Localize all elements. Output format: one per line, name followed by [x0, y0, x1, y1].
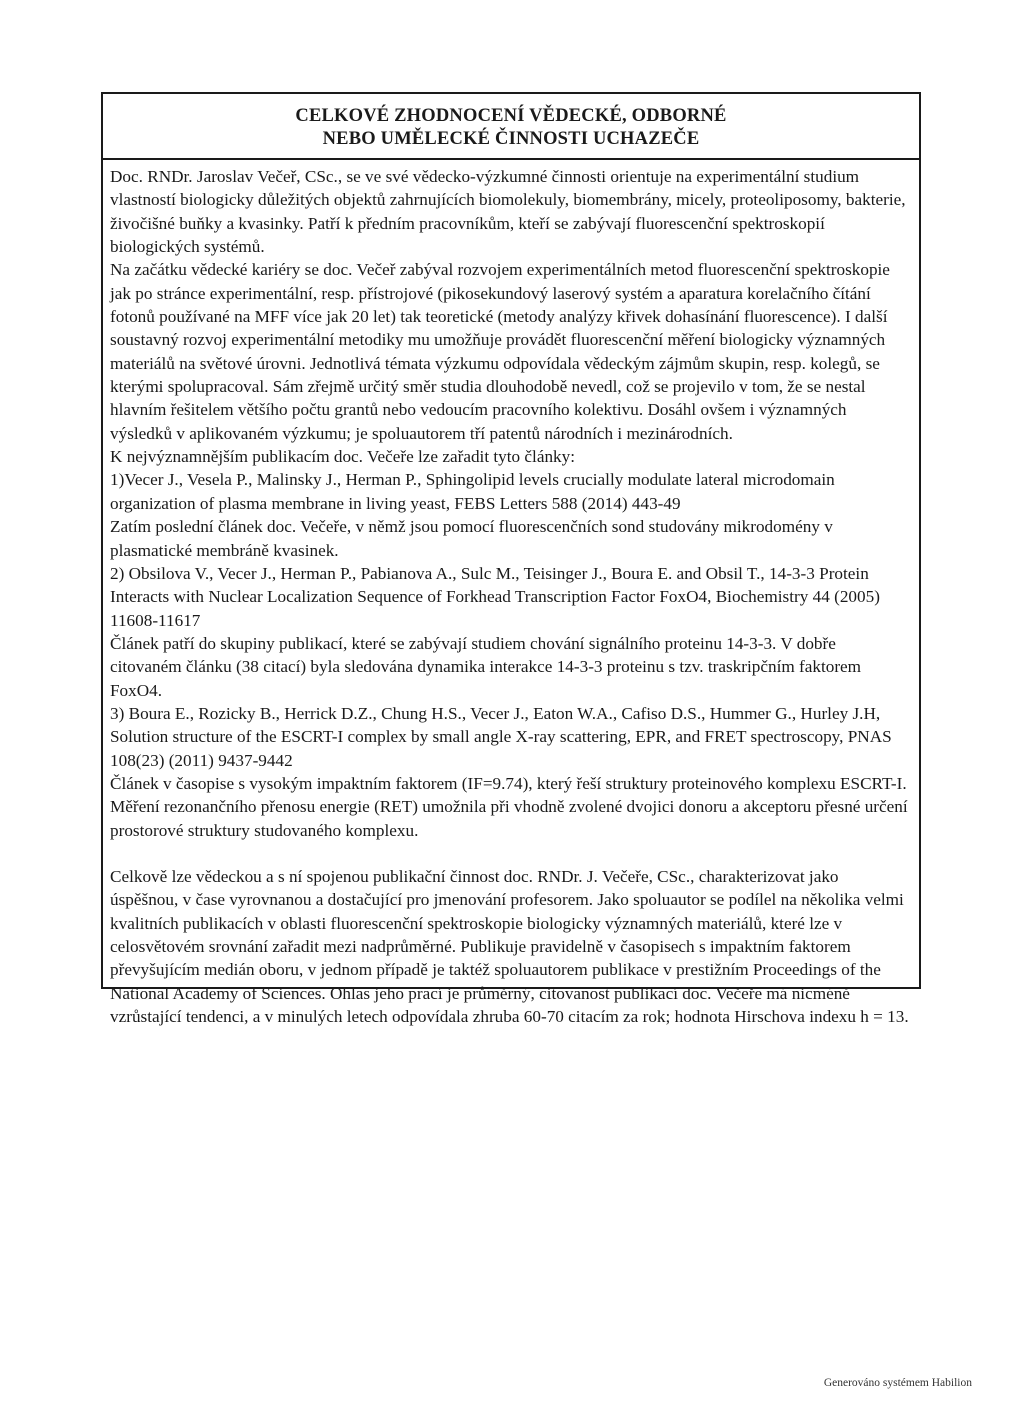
generated-by-footer: Generováno systémem Habilion	[823, 1377, 972, 1389]
publication-2: 2) Obsilova V., Vecer J., Herman P., Pabianova A., Sulc M., Teisinger J., Boura E. and Obsil T., 14-3-3 Protein Interacts with Nuclear Localization Sequence of Forkhead Transcription Factor FoxO4, Biochemistry 44 (2005) 11608-11617	[110, 563, 880, 630]
publication-2-comment: Článek patří do skupiny publikací, které se zabývají studiem chování signálního proteinu 14-3-3. V dobře citovaném článku (38 citací) byla sledována dynamika interakce 14-3-3 proteinu s tzv. traskripčním faktorem FoxO4.	[110, 633, 862, 700]
paragraph-publications-intro: K nejvýznamnějším publikacím doc. Večeře lze zařadit tyto články:	[110, 447, 576, 467]
paragraph-gap	[110, 842, 911, 865]
section-heading	[103, 94, 919, 160]
paragraph-career: Na začátku vědecké kariéry se doc. Večeř zabýval rozvojem experimentálních metod fluorescenční spektroskopie jak po stránce experimentální, resp. přístrojové (pikosekundový laserový systém a aparatura korelačního čítání fotonů používané na MFF více jak 20 let) tak teoretické (metody analýzy křivek dohasínání fluorescence). I další soustavný rozvoj experimentální metodiky mu umožňuje provádět fluorescenční měření biologicky významných materiálů na světové úrovni. Jednotlivá témata výzkumu odpovídala vědeckým zájmům skupin, resp. kolegů, se kterými spolupracoval. Sám zřejmě určitý směr studia dlouhodobě nevedl, což se projevilo v tom, že se nestal hlavním řešitelem většího počtu grantů nebo vedoucím pracovního kolektivu. Dosáhl ovšem i významných výsledků v aplikovaném výzkumu; je spoluautorem tří patentů národních i mezinárodních.	[110, 260, 890, 443]
publication-3: 3) Boura E., Rozicky B., Herrick D.Z., Chung H.S., Vecer J., Eaton W.A., Cafiso D.S., Hummer G., Hurley J.H, Solution structure of the ESCRT-I complex by small angle X-ray scattering, EPR, and FRET spectroscopy, PNAS 108(23) (2011) 9437-9442	[110, 703, 892, 770]
publication-3-comment: Článek v časopise s vysokým impaktním faktorem (IF=9.74), který řeší struktury proteinového komplexu ESCRT-I. Měření rezonančního přenosu energie (RET) umožnila při vhodně zvolené dvojici donoru a akceptoru přesné určení prostorové struktury studovaného komplexu.	[110, 773, 908, 840]
heading-line-2: NEBO UMĚLECKÉ ČINNOSTI UCHAZEČE	[322, 129, 700, 149]
evaluation-box	[101, 92, 921, 1027]
publication-1: 1)Vecer J., Vesela P., Malinsky J., Herman P., Sphingolipid levels crucially modulate lateral microdomain organization of plasma membrane in living yeast, FEBS Letters 588 (2014) 443-49	[110, 470, 835, 513]
evaluation-text	[103, 160, 919, 1028]
paragraph-intro: Doc. RNDr. Jaroslav Večeř, CSc., se ve své vědecko-výzkumné činnosti orientuje na experimentální studium vlastností biologicky důležitých objektů zahrnujících biomolekuly, biomembrány, micely, proteoliposomy, bakterie, živočišné buňky a kvasinky. Patří k předním pracovníkům, kteří se zabývají fluorescenční spektroskopií biologických systémů.	[110, 167, 906, 257]
publication-1-comment: Zatím poslední článek doc. Večeře, v němž jsou pomocí fluorescenčních sond studovány mikrodomény v plasmatické membráně kvasinek.	[110, 517, 833, 560]
heading-line-1: CELKOVÉ ZHODNOCENÍ VĚDECKÉ, ODBORNÉ	[295, 106, 727, 126]
paragraph-summary: Celkově lze vědeckou a s ní spojenou publikační činnost doc. RNDr. J. Večeře, CSc., charakterizovat jako úspěšnou, v čase vyrovnanou a dostačující pro jmenování profesorem. Jako spoluautor se podílel na několika velmi kvalitních publikacích v oblasti fluorescenční spektroskopie biologicky významných materiálů, které lze v celosvětovém srovnání zařadit mezi nadprůměrné. Publikuje pravidelně v časopisech s impaktním faktorem převyšujícím medián oboru, v jednom případě je taktéž spoluautorem publikace v prestižním Proceedings of the National Academy of Sciences. Ohlas jeho prací je průměrný, citovanost publikací doc. Večeře má nicméně vzrůstající tendenci, a v minulých letech odpovídala zhruba 60-70 citacím za rok; hodnota Hirschova indexu h = 13.	[110, 866, 909, 1027]
